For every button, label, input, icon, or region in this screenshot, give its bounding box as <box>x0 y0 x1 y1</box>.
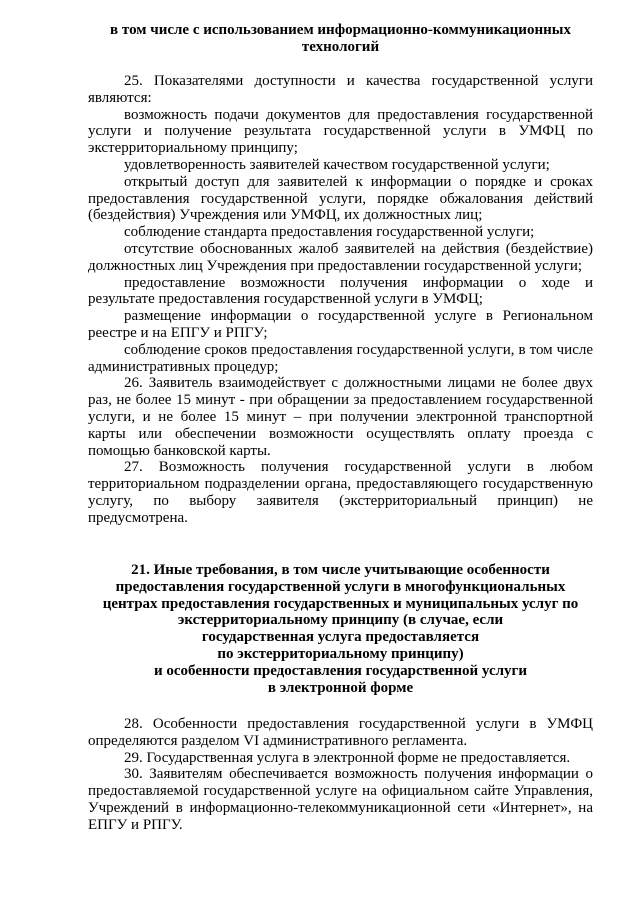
list-item: предоставление возможности получения информации о ходе и результате предоставления государственной услуги в УМФЦ; <box>88 274 593 308</box>
list-item: размещение информации о государственной услуге в Региональном реестре и на ЕПГУ и РПГУ; <box>88 308 593 341</box>
paragraph-29: 29. Государственная услуга в электронной форме не предоставляется. <box>124 749 571 766</box>
heading-line: центрах предоставления государственных и муниципальных услуг по <box>102 595 579 612</box>
heading-line: и особенности предоставления государственной услуги <box>154 662 527 679</box>
section-21-body <box>88 716 593 834</box>
heading-line: государственная услуга предоставляется <box>201 629 480 646</box>
heading-line: предоставления государственной услуги в многофункциональных <box>115 578 566 595</box>
list-item: удовлетворенность заявителей качеством государственной услуги; <box>124 156 550 173</box>
list-item: соблюдение сроков предоставления государственной услуги, в том числе административных процедур; <box>88 341 593 375</box>
section-accessibility-indicators <box>88 73 593 527</box>
section-21-heading <box>88 562 593 696</box>
paragraph-30: 30. Заявителям обеспечивается возможность получения информации о предоставляемой государственной услуге на официальном сайте Управления, Учреждений в информационно-телекоммуникационной сети «Интернет», на ЕПГУ и РПГУ. <box>88 766 593 833</box>
paragraph-28: 28. Особенности предоставления государственной услуги в УМФЦ определяются разделом VI административного регламента. <box>88 716 593 749</box>
list-item: возможность подачи документов для предоставления государственной услуги и получение результата государственной услуги в УМФЦ по экстерриториальному принципу; <box>88 106 593 157</box>
list-item: открытый доступ для заявителей к информации о порядке и сроках предоставления государственной услуги, порядке обжалования действий (бездействия) Учреждения или УМФЦ, их должностных лиц; <box>88 173 593 224</box>
paragraph-26: 26. Заявитель взаимодействует с должностными лицами не более двух раз, не более 15 минут - при обращении за предоставлением государственной услуги, и не более 15 минут – при получении электронной транспортной карты или обеспечении возможности осуществлять оплату проезда с помощью банковской карты. <box>88 375 593 459</box>
heading-line: по экстерриториальному принципу) <box>217 645 464 662</box>
paragraph-25-intro: 25. Показателями доступности и качества государственной услуги являются: <box>88 73 593 106</box>
top-heading: в том числе с использованием информационно-коммуникационных технологий <box>110 22 571 55</box>
list-item: отсутствие обоснованных жалоб заявителей на действия (бездействие) должностных лиц Учреждения при предоставлении государственной услуги; <box>88 240 593 274</box>
list-item: соблюдение стандарта предоставления государственной услуги; <box>124 224 535 241</box>
heading-line: 21. Иные требования, в том числе учитывающие особенности <box>131 562 550 578</box>
heading-line: в электронной форме <box>267 679 414 696</box>
paragraph-27: 27. Возможность получения государственной услуги в любом территориальном подразделении органа, предоставляющего государственную услугу, по выбору заявителя (экстерриториальный принцип) не предусмотрена. <box>88 459 593 526</box>
heading-line: экстерриториальному принципу (в случае, если <box>177 612 504 629</box>
